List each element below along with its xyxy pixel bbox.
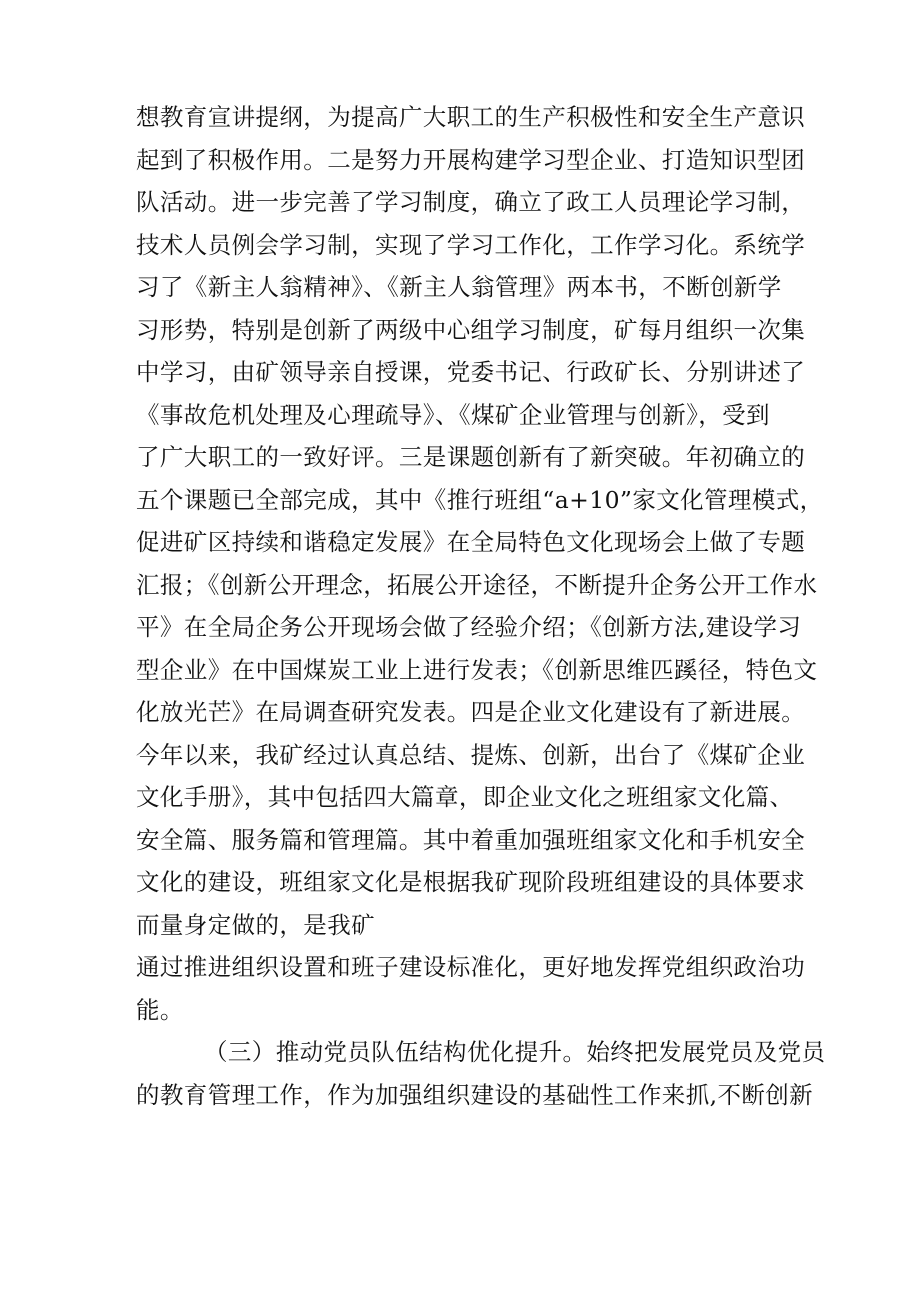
text-line: 平》在全局企务公开现场会做了经验介绍；《创新方法,建设学习 (136, 613, 802, 641)
text-line: 通过推进组织设置和班子建设标准化，更好地发挥党组织政治功 (136, 953, 806, 981)
text-line: 五个课题已全部完成，其中《推行班组“a+10”家文化管理模式， (136, 485, 824, 514)
text-line: 而量身定做的，是我矿 (136, 910, 375, 939)
text-line: 安全篇、服务篇和管理篇。其中着重加强班组家文化和手机安全 (136, 825, 806, 854)
text-line: 化放光芒》在局调查研究发表。四是企业文化建设有了新进展。 (136, 698, 806, 726)
text-line: 队活动。进一步完善了学习制度，确立了政工人员理论学习制， (136, 188, 806, 216)
text-line: 起到了积极作用。二是努力开展构建学习型企业、打造知识型团 (136, 145, 806, 174)
text-line: 《事故危机处理及心理疏导》、《煤矿企业管理与创新》，受到 (136, 400, 770, 429)
text-line: 想教育宣讲提纲，为提高广大职工的生产积极性和安全生产意识 (136, 103, 806, 131)
text-line: 今年以来，我矿经过认真总结、提炼、创新，出台了《煤矿企业 (136, 740, 806, 769)
body-text (136, 96, 826, 1116)
text-line: 习形势，特别是创新了两级中心组学习制度，矿每月组织一次集 (136, 315, 806, 344)
text-line: 能。 (136, 995, 184, 1024)
text-line: 技术人员例会学习制，实现了学习工作化，工作学习化。系统学 (136, 230, 806, 259)
text-line: 的教育管理工作，作为加强组织建设的基础性工作来抓,不断创新 (136, 1080, 814, 1109)
text-line: 习了《新主人翁精神》、《新主人翁管理》两本书，不断创新学 (136, 273, 782, 301)
text-line: 文化的建设，班组家文化是根据我矿现阶段班组建设的具体要求 (136, 868, 806, 896)
text-line: 了广大职工的一致好评。三是课题创新有了新突破。年初确立的 (136, 443, 806, 471)
text-line: 中学习，由矿领导亲自授课，党委书记、行政矿长、分别讲述了 (136, 358, 806, 386)
text-line: 汇报；《创新公开理念，拓展公开途径，不断提升企务公开工作水 (136, 570, 818, 599)
text-line: 促进矿区持续和谐稳定发展》在全局特色文化现场会上做了专题 (136, 528, 806, 556)
text-line: 型企业》在中国煤炭工业上进行发表；《创新思维匹蹊径，特色文 (136, 655, 818, 684)
section-heading-line: （三）推动党员队伍结构优化提升。始终把发展党员及党员 (204, 1038, 826, 1066)
text-line: 文化手册》，其中包括四大篇章，即企业文化之班组家文化篇、 (136, 783, 794, 811)
